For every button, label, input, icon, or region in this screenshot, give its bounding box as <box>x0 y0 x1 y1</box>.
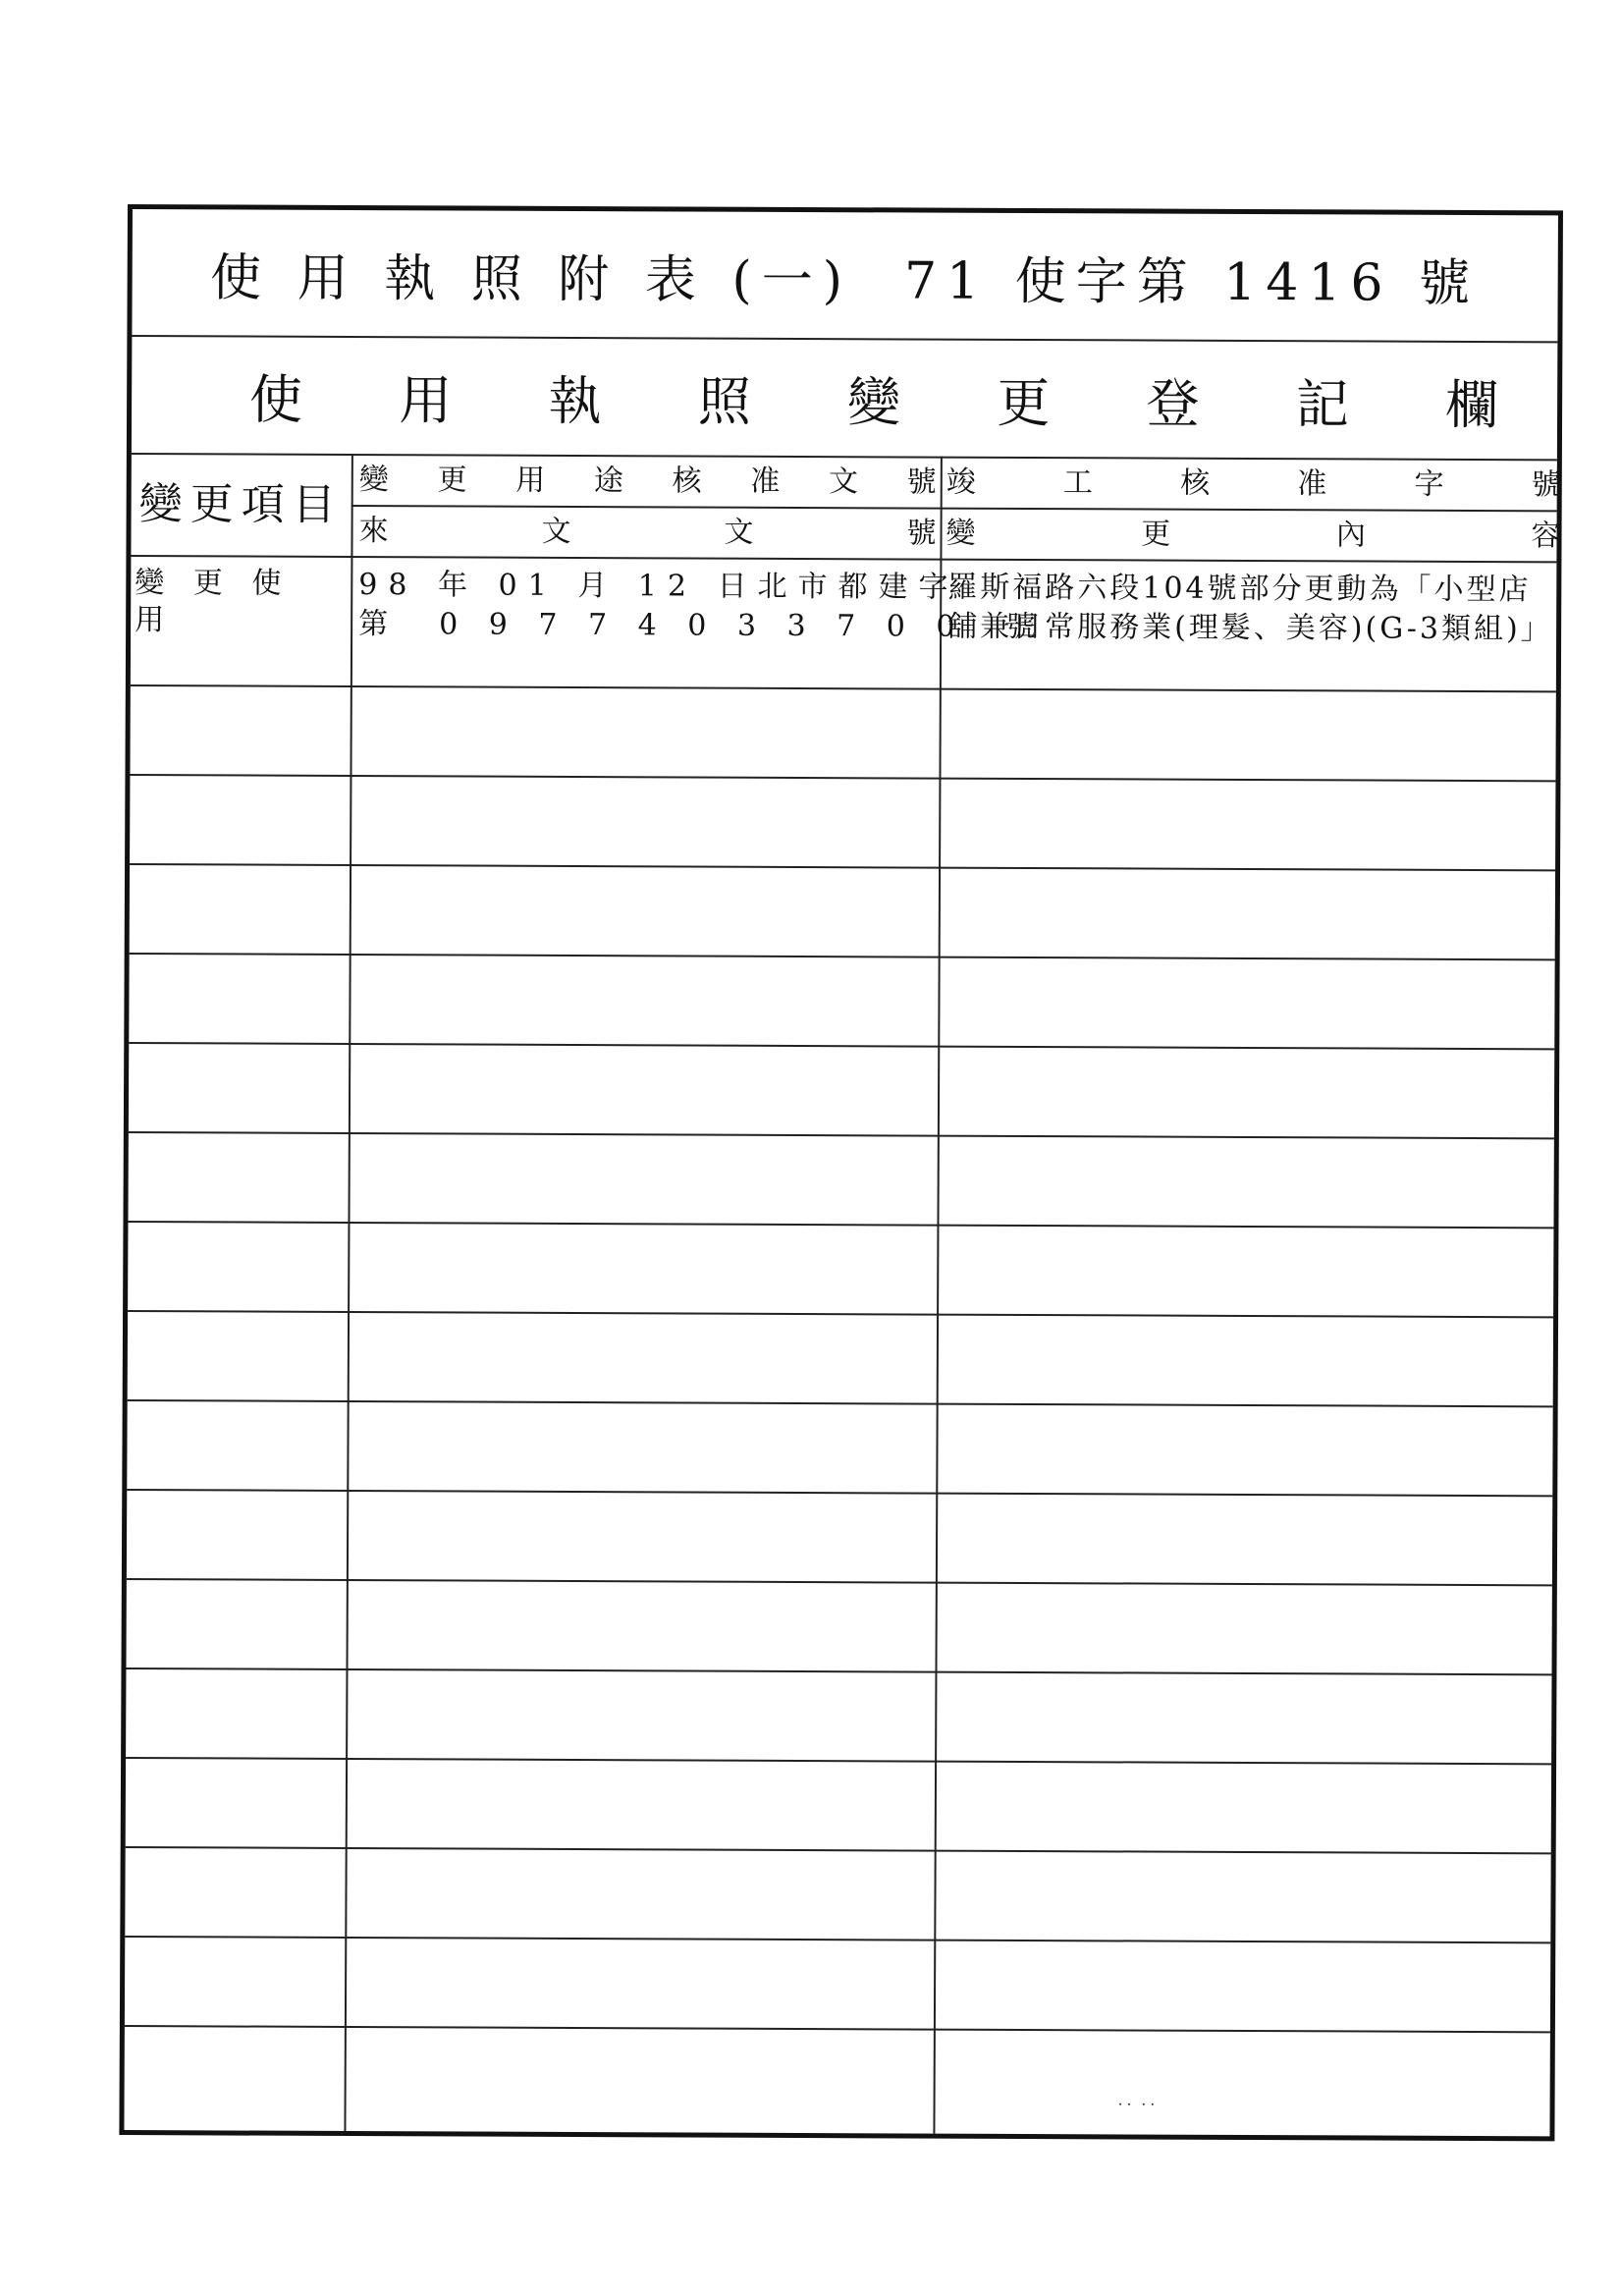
section-heading-char: 登 <box>1146 372 1200 435</box>
completion-subheader-char: 內 <box>1335 518 1366 553</box>
completion-header-char: 核 <box>1180 465 1211 501</box>
approval-subheader-char: 文 <box>541 514 571 549</box>
table-row-divider <box>127 1578 1552 1586</box>
column-subheader-change-content <box>946 510 1560 562</box>
table-row-divider <box>126 1667 1551 1675</box>
approval-header-char: 文 <box>828 465 859 500</box>
completion-subheader-char: 變 <box>946 516 976 551</box>
column-subheader-incoming-doc <box>358 507 936 559</box>
completion-header-char: 竣 <box>946 465 976 500</box>
entry-approval-line2: 第 0 9 7 7 4 0 3 3 7 0 0 號 <box>358 607 1047 645</box>
table-row-divider <box>125 2025 1550 2033</box>
table-row-divider <box>129 1131 1554 1139</box>
document-title: 使 用 執 照 附 表 (一) 71 使字第 1416 號 <box>210 247 1481 313</box>
section-heading <box>249 338 1499 460</box>
section-heading-char: 用 <box>399 368 453 431</box>
completion-header-char: 工 <box>1062 465 1094 501</box>
approval-subheader-char: 來 <box>358 514 389 549</box>
section-heading-char: 記 <box>1295 372 1350 435</box>
table-row-divider <box>126 1846 1551 1854</box>
table-row-divider <box>128 1399 1553 1407</box>
usage-license-annex-form <box>119 204 1563 2141</box>
column-divider-2 <box>933 457 942 2134</box>
completion-header-char: 字 <box>1414 466 1444 502</box>
entry-item: 變 更 使 用 <box>135 566 292 638</box>
approval-subheader-char: 號 <box>906 516 937 551</box>
completion-subheader-char: 容 <box>1531 519 1561 554</box>
table-row-divider <box>130 774 1555 782</box>
scan-artifact: ˙˙ ˙˙ <box>1115 2101 1158 2122</box>
column-header-completion <box>946 459 1561 511</box>
approval-header-char: 准 <box>750 464 781 499</box>
table-row-divider <box>130 863 1555 871</box>
section-heading-char: 更 <box>997 371 1051 434</box>
entry-approval <box>358 566 1047 686</box>
table-row-divider <box>125 1936 1550 1943</box>
section-heading-char: 欄 <box>1444 373 1499 436</box>
section-heading-char: 變 <box>846 370 901 433</box>
approval-header-char: 號 <box>906 465 937 500</box>
column-header-approval <box>359 456 937 508</box>
approval-header-char: 核 <box>672 464 702 499</box>
completion-header-char: 號 <box>1531 467 1561 503</box>
column-divider-1 <box>344 454 352 2131</box>
column-header-item: 變更項目 <box>138 479 344 530</box>
completion-subheader-char: 更 <box>1141 517 1171 552</box>
table-row-divider <box>129 1042 1554 1050</box>
table-row-divider <box>127 1489 1552 1497</box>
entry-change-content: 羅斯福路六段104號部分更動為「小型店舖兼日常服務業(理髮、美容)(G-3類組)」 <box>947 570 1553 647</box>
section-heading-char: 使 <box>248 368 303 431</box>
approval-subheader-char: 文 <box>724 515 754 550</box>
table-row-divider <box>128 1221 1553 1229</box>
completion-header-char: 准 <box>1297 466 1327 502</box>
approval-header-char: 用 <box>515 463 546 498</box>
entry-approval-line1: 98 年 01 月 12 日北市都建字 <box>358 568 959 605</box>
approval-header-char: 變 <box>358 463 389 498</box>
section-heading-char: 執 <box>548 369 602 432</box>
table-row-divider <box>128 1310 1553 1318</box>
table-row-divider <box>126 1757 1551 1765</box>
table-row-divider <box>130 953 1555 960</box>
approval-header-char: 途 <box>593 464 623 499</box>
approval-header-char: 更 <box>437 463 467 498</box>
section-heading-char: 照 <box>697 370 752 433</box>
